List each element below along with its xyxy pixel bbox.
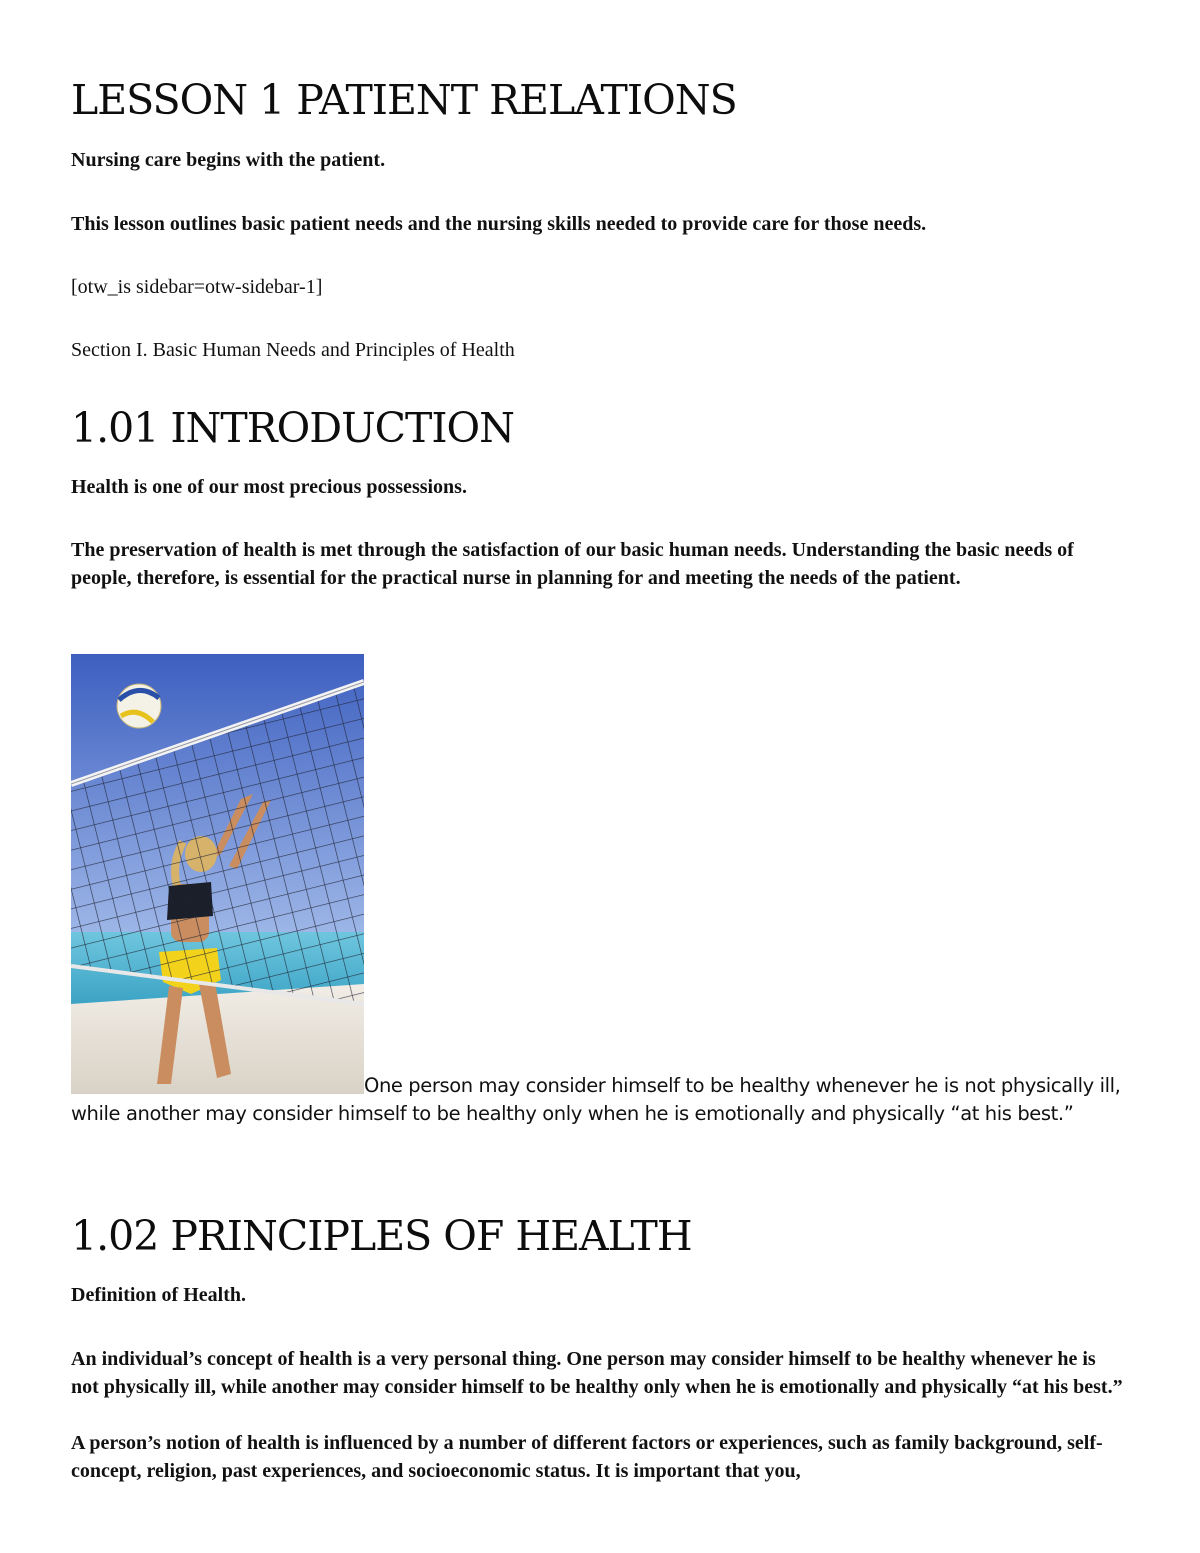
principles-para-2: A person’s notion of health is influenced by a number of different factors or experiences, such as family background, self-concept, religion, past experiences, and socioeconomic status. It is important that you, xyxy=(71,1432,1103,1482)
introduction-para-1: Health is one of our most precious possessions. xyxy=(71,476,467,498)
principles-heading: 1.02 PRINCIPLES OF HEALTH xyxy=(71,1212,692,1260)
sidebar-shortcode: [otw_is sidebar=otw-sidebar-1] xyxy=(71,276,323,298)
volleyball-photo xyxy=(71,654,364,1094)
ball xyxy=(117,684,161,728)
intro-line: Nursing care begins with the patient. xyxy=(71,149,386,171)
lesson-title: LESSON 1 PATIENT RELATIONS xyxy=(71,76,737,124)
principles-para-1: An individual’s concept of health is a very personal thing. One person may consider himself to be healthy whenever he is not physically ill, while another may consider himself to be healthy only when he is emotionally and physically “at his best.” xyxy=(71,1348,1123,1398)
photo-caption-text: One person may consider himself to be healthy whenever he is not physically ill, while another may consider himself to be healthy only when he is emotionally and physically “at his best.” xyxy=(71,1074,1121,1125)
section-heading: Section I. Basic Human Needs and Principles of Health xyxy=(71,339,515,361)
introduction-para-2: The preservation of health is met through the satisfaction of our basic human needs. Understanding the basic needs of people, therefore, is essential for the practical nurse in planning for and meeting the needs of the patient. xyxy=(71,539,1074,589)
introduction-heading: 1.01 INTRODUCTION xyxy=(71,404,515,452)
definition-label: Definition of Health. xyxy=(71,1284,246,1306)
intro-outline: This lesson outlines basic patient needs and the nursing skills needed to provide care for those needs. xyxy=(71,213,927,235)
